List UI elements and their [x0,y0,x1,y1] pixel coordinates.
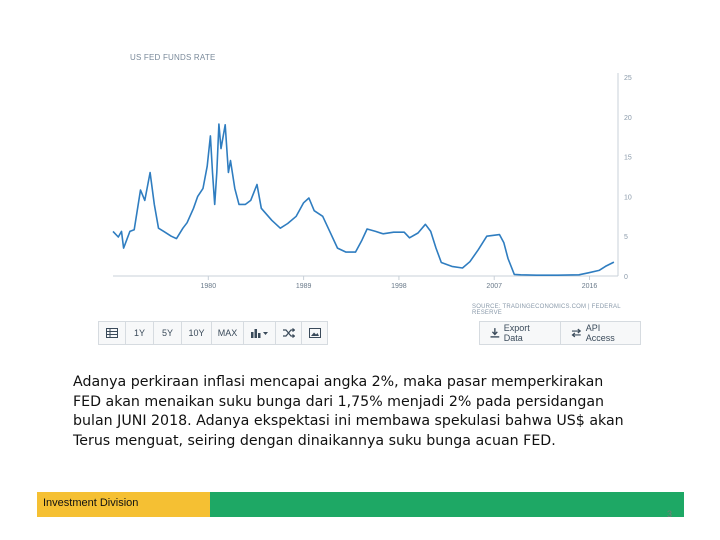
footer-division-label: Investment Division [43,497,139,509]
bar-chart-dropdown-icon [251,328,269,338]
x-tick-label: 2016 [581,283,598,290]
x-axis [113,276,618,290]
x-tick-label: 1998 [391,283,407,290]
y-tick-label: 15 [624,154,632,162]
image-icon [309,328,321,338]
caption-line: bulan JUNI 2018. Adanya ekspektasi ini membawa spekulasi bahwa US$ akan [73,413,624,429]
chart-title: US FED FUNDS RATE [130,53,216,62]
table-icon [106,328,118,338]
range-5y-button[interactable]: 5Y [153,321,182,345]
api-access-button[interactable] [560,321,641,345]
caption-line: Adanya perkiraan inflasi mencapai angka 2%, maka pasar memperkirakan [73,374,604,390]
range-1y-button[interactable]: 1Y [125,321,154,345]
chart-svg [95,44,640,319]
shuffle-icon [283,328,295,338]
chart-actions [479,321,640,345]
x-tick-label: 2007 [486,283,503,290]
chart-type-button[interactable] [243,321,276,345]
range-max-button[interactable]: MAX [211,321,244,345]
chart-card [95,44,640,350]
y-tick-label: 20 [624,114,632,122]
embed-button[interactable] [301,321,328,345]
table-view-button[interactable] [98,321,126,345]
y-tick-label: 5 [624,234,628,242]
export-data-label: Export Data [503,323,530,343]
chart-toolbar [98,321,327,345]
series-line [113,124,614,275]
range-10y-button[interactable]: 10Y [181,321,212,345]
y-tick-label: 10 [624,194,632,202]
y-tick-label: 25 [624,75,632,82]
caption-line: Terus menguat, seiring dengan dinaikannya suku bunga acuan FED. [73,432,556,449]
x-tick-label: 1980 [200,283,217,290]
caption-line: FED akan menaikan suku bunga dari 1,75% menjadi 2% pada persidangan [73,393,605,410]
download-icon [490,328,500,338]
y-axis [618,73,632,281]
api-arrows-icon [571,328,582,338]
compare-button[interactable] [275,321,302,345]
x-tick-label: 1989 [295,283,312,290]
chart-source: SOURCE: TRADINGECONOMICS.COM | FEDERAL RESERVE [472,304,621,316]
page-number: 3 [667,509,673,519]
footer-green-bar [210,492,684,517]
api-access-label: API Access [585,323,615,343]
y-tick-label: 0 [624,274,628,281]
caption-text [73,373,663,451]
export-data-button[interactable] [479,321,561,345]
